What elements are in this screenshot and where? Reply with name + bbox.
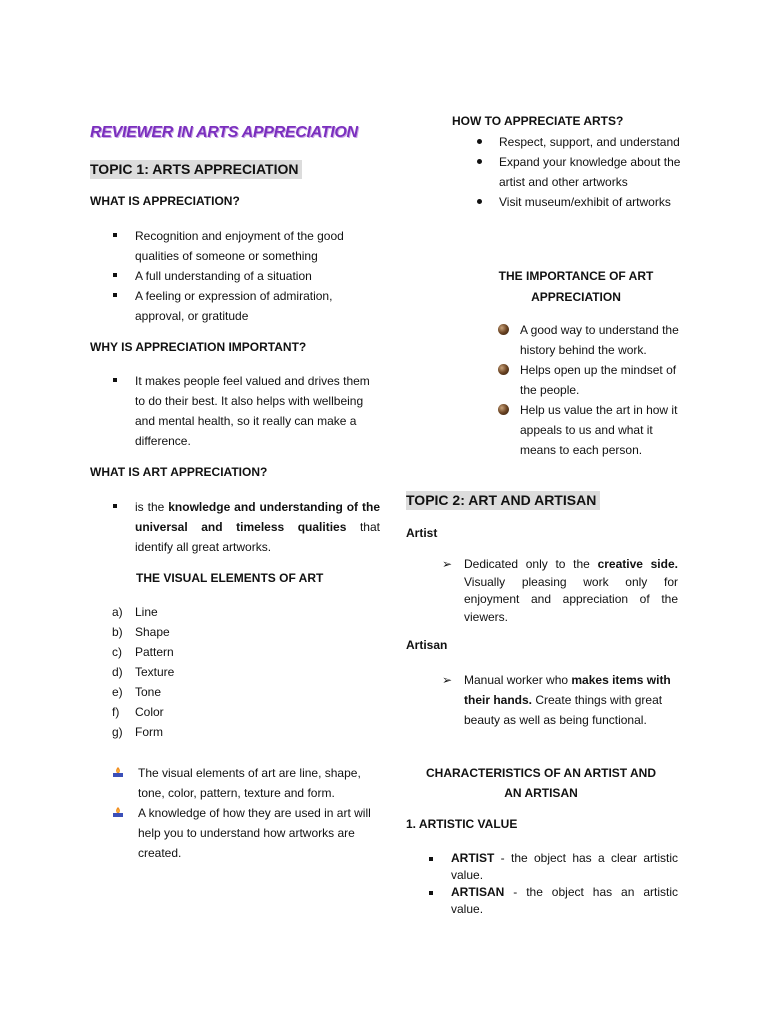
list-item: A feeling or expression of admiration, approval, or gratitude — [90, 286, 380, 326]
list-item: Respect, support, and understand — [451, 132, 682, 152]
description-bold: makes items with their hands. — [464, 673, 671, 707]
description-text: Manual worker who — [464, 673, 572, 687]
list-text: Helps open up the mindset of the people. — [520, 363, 677, 397]
list-letter: e) — [112, 685, 123, 699]
list-item — [496, 400, 682, 460]
note-text: The visual elements of art are line, shape, tone, color, pattern, texture and form. — [138, 766, 361, 800]
definition-text: is the — [135, 500, 169, 514]
list-item: Expand your knowledge about the artist and other artworks — [451, 152, 682, 192]
list-text: - the object has an artistic value. — [451, 885, 678, 916]
list-item: Visit museum/exhibit of artworks — [451, 192, 682, 212]
list-item: It makes people feel valued and drives them to do their best. It also helps with wellbeing and mental health, so it really can make a difference. — [90, 371, 380, 451]
list-item — [406, 850, 678, 884]
list-item — [90, 662, 380, 682]
list-text: Color — [135, 705, 164, 719]
list-text: Texture — [135, 665, 175, 679]
why-important-list — [90, 371, 380, 451]
bronze-ball-bullet-icon — [498, 324, 509, 335]
what-is-art-appreciation-heading: WHAT IS ART APPRECIATION? — [90, 465, 268, 479]
list-text: - the object has a clear artistic value. — [451, 851, 678, 882]
note-text: A knowledge of how they are used in art will help you to understand how artworks are created. — [138, 806, 371, 860]
list-text: Pattern — [135, 645, 174, 659]
list-item — [496, 320, 682, 360]
list-text: A good way to understand the history behind the work. — [520, 323, 679, 357]
list-text: Tone — [135, 685, 162, 699]
list-item — [90, 682, 380, 702]
document-title: REVIEWER IN ARTS APPRECIATION — [90, 124, 358, 141]
flame-bullet-icon — [112, 806, 124, 818]
artistic-value-heading: 1. ARTISTIC VALUE — [406, 817, 518, 831]
artist-description — [406, 556, 678, 626]
list-item — [406, 556, 678, 626]
list-text: Line — [135, 605, 158, 619]
description-bold: creative side. — [597, 557, 678, 571]
flame-bullet-icon — [112, 766, 124, 778]
description-text: Create things with great beauty as well as being functional. — [464, 693, 663, 727]
arrow-bullet-icon: ➢ — [442, 557, 453, 571]
list-bold: ARTISAN — [451, 885, 505, 899]
list-item — [90, 497, 380, 557]
topic-1-heading: TOPIC 1: ARTS APPRECIATION — [90, 160, 302, 179]
list-bold: ARTIST — [451, 851, 495, 865]
topic-2-heading: TOPIC 2: ART AND ARTISAN — [406, 491, 600, 510]
artisan-heading: Artisan — [406, 638, 448, 652]
list-item — [90, 622, 380, 642]
list-text: Form — [135, 725, 163, 739]
list-item: Recognition and enjoyment of the good qualities of someone or something — [90, 226, 380, 266]
artist-heading: Artist — [406, 526, 438, 540]
description-text: Visually pleasing work only for enjoyment and appreciation of the viewers. — [464, 574, 678, 624]
importance-heading: THE IMPORTANCE OF ART APPRECIATION — [498, 269, 654, 304]
bronze-ball-bullet-icon — [498, 404, 509, 415]
characteristics-heading: CHARACTERISTICS OF AN ARTIST AND AN ARTISAN — [426, 766, 656, 800]
arrow-bullet-icon: ➢ — [442, 673, 453, 687]
how-to-appreciate-list — [451, 132, 682, 212]
list-item — [90, 702, 380, 722]
notes-list — [110, 763, 380, 863]
list-item — [90, 722, 380, 742]
description-text: Dedicated only to the — [464, 557, 598, 571]
list-text: Shape — [135, 625, 170, 639]
why-important-heading: WHY IS APPRECIATION IMPORTANT? — [90, 340, 307, 354]
list-letter: b) — [112, 625, 123, 639]
list-letter: f) — [112, 705, 120, 719]
importance-list — [496, 320, 682, 460]
bronze-ball-bullet-icon — [498, 364, 509, 375]
list-letter: g) — [112, 725, 123, 739]
what-is-appreciation-heading: WHAT IS APPRECIATION? — [90, 194, 240, 208]
list-letter: d) — [112, 665, 123, 679]
list-text: Help us value the art in how it appeals to us and what it means to each person. — [520, 403, 678, 457]
list-letter: a) — [112, 605, 123, 619]
list-item — [90, 642, 380, 662]
artisan-description — [406, 670, 678, 730]
list-item: A full understanding of a situation — [90, 266, 380, 286]
art-appreciation-definition — [90, 497, 380, 557]
definition-text: that identify all great artworks. — [135, 520, 380, 554]
list-letter: c) — [112, 645, 122, 659]
visual-elements-list — [90, 602, 380, 742]
list-item — [110, 763, 380, 803]
appreciation-definition-list — [90, 226, 380, 326]
list-item — [496, 360, 682, 400]
list-item — [90, 602, 380, 622]
artistic-value-list — [406, 850, 678, 918]
how-to-appreciate-heading: HOW TO APPRECIATE ARTS? — [452, 114, 624, 128]
visual-elements-heading: THE VISUAL ELEMENTS OF ART — [136, 571, 324, 585]
list-item — [110, 803, 380, 863]
list-item — [406, 670, 678, 730]
definition-bold: knowledge and understanding of the universal and timeless qualities — [135, 500, 380, 534]
list-item — [406, 884, 678, 918]
